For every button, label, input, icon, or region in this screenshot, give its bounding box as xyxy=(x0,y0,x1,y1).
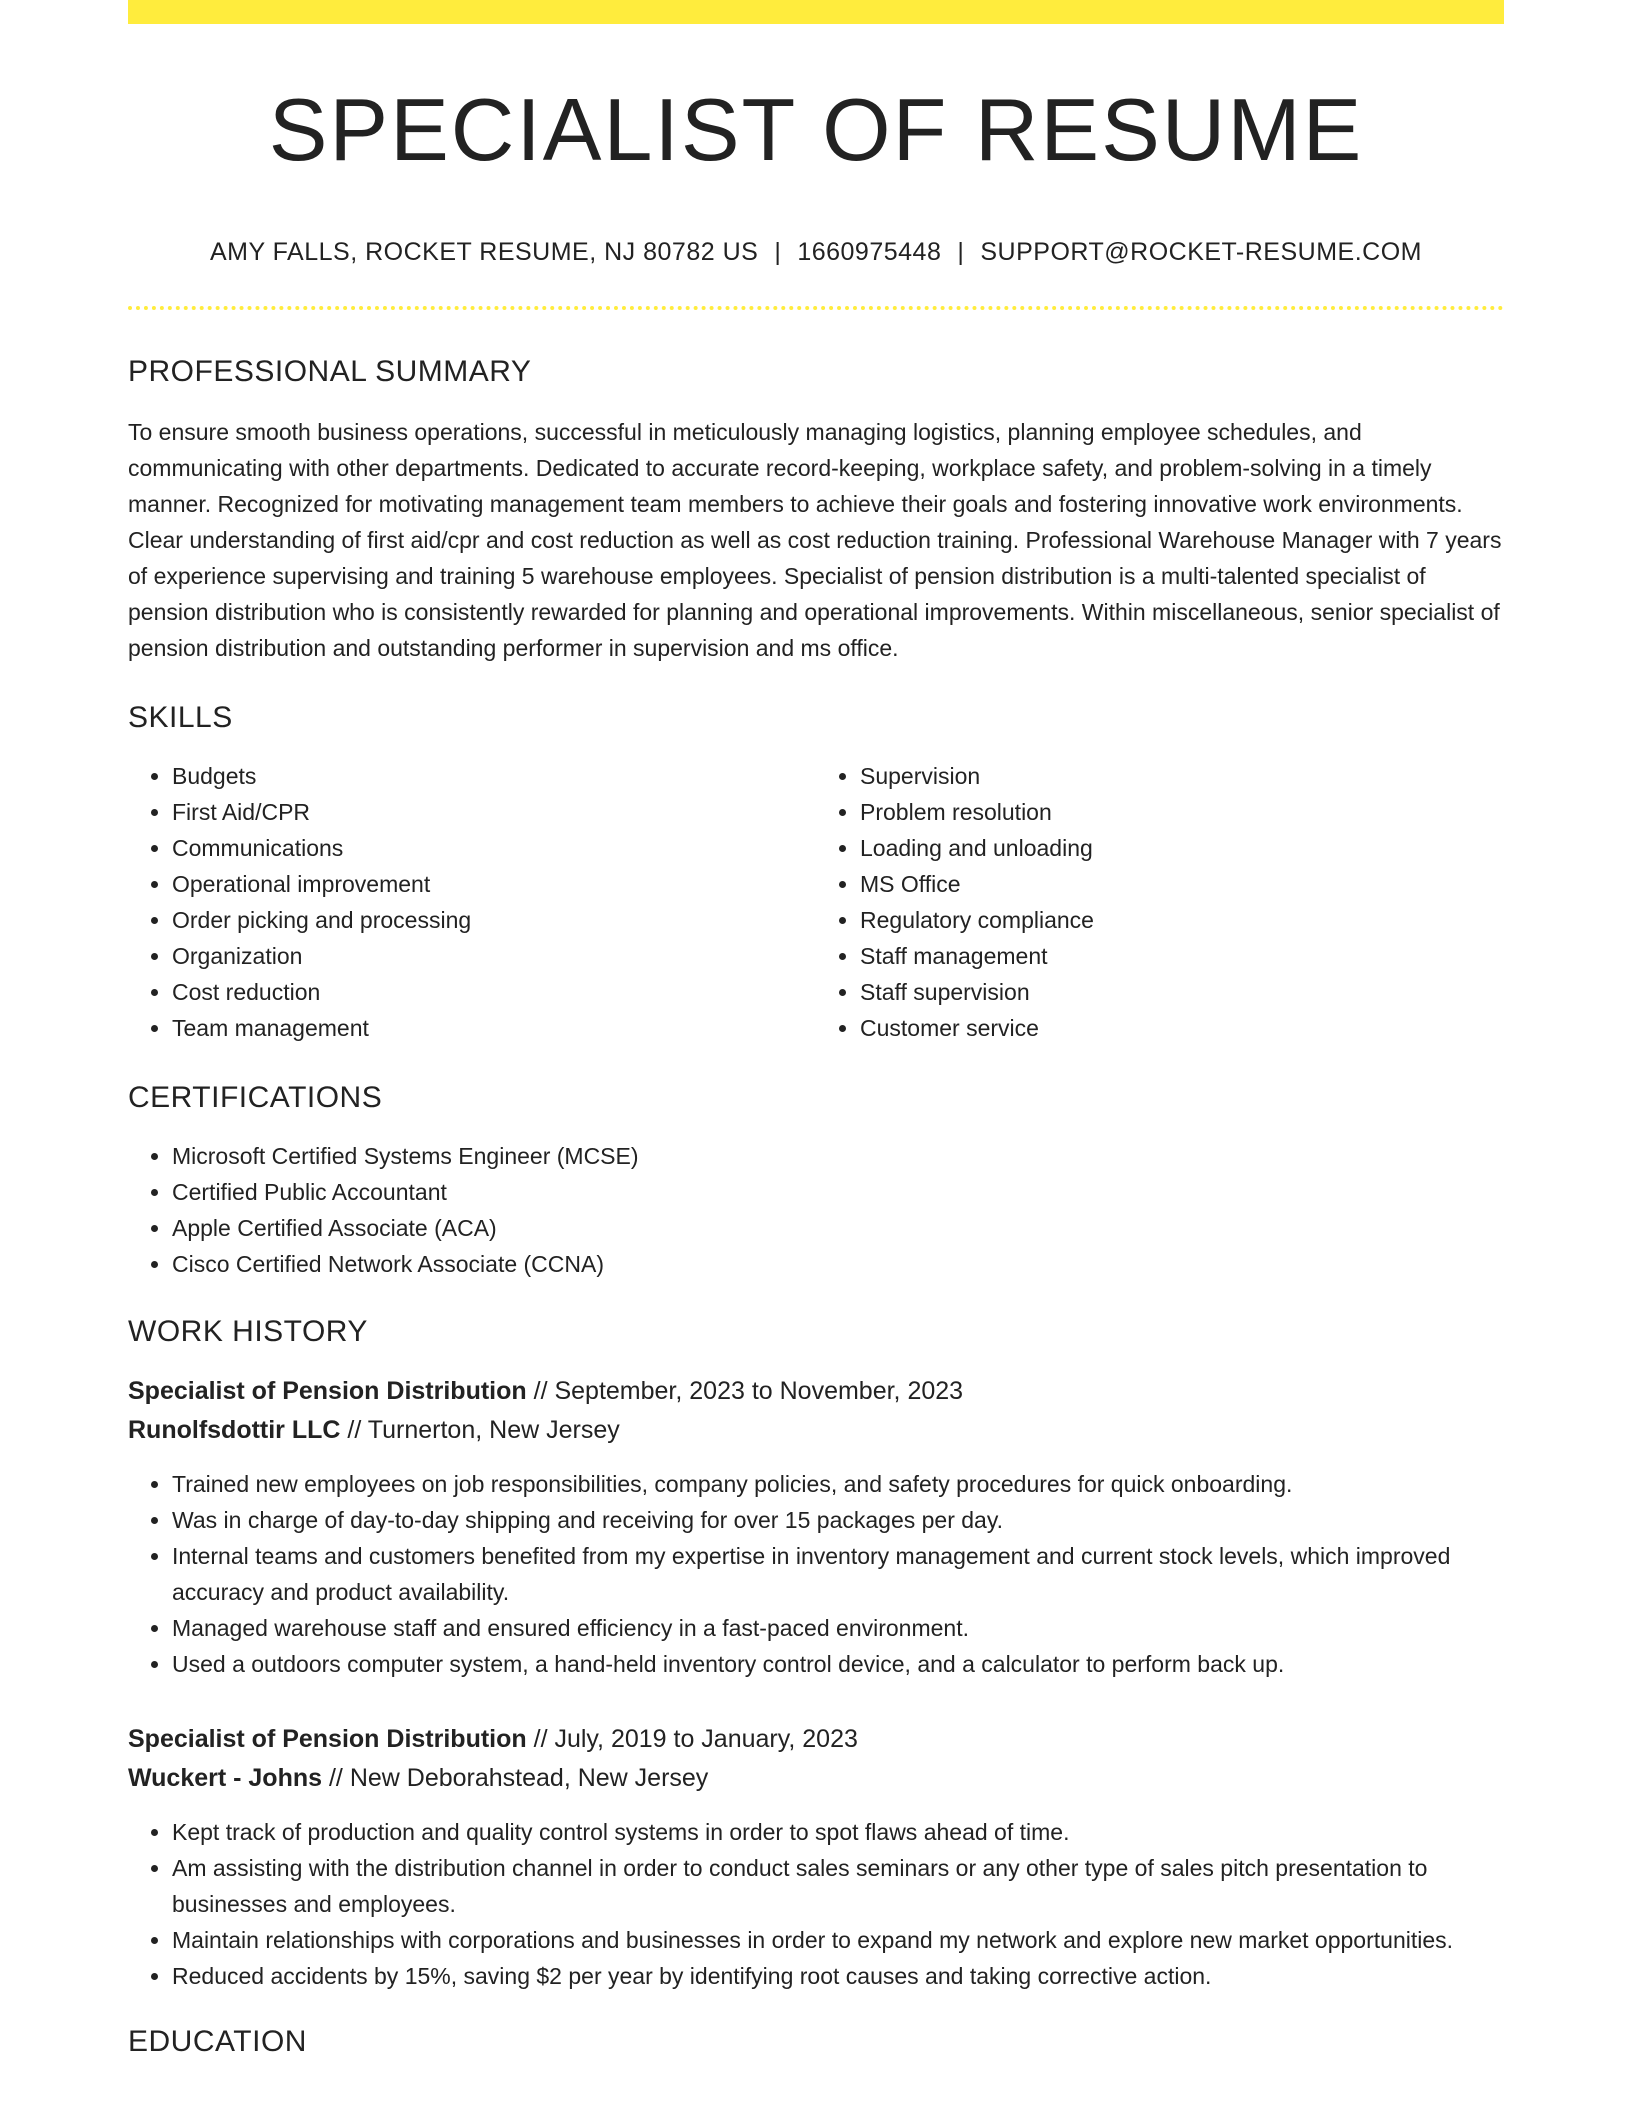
skill-item: • Staff management xyxy=(860,938,1504,974)
job-location: // Turnerton, New Jersey xyxy=(340,1415,620,1444)
skill-item: • Order picking and processing xyxy=(172,902,816,938)
job-role: Specialist of Pension Distribution xyxy=(128,1376,527,1405)
contact-phone: 1660975448 xyxy=(797,237,942,266)
job-dates: // July, 2019 to January, 2023 xyxy=(526,1724,858,1753)
skill-item: • Supervision xyxy=(860,758,1504,794)
job-bullet: • Managed warehouse staff and ensured efficiency in a fast-paced environment. xyxy=(172,1610,1504,1646)
skills-right-list xyxy=(816,758,1504,1046)
contact-separator: | xyxy=(957,237,965,266)
skill-item: • Budgets xyxy=(172,758,816,794)
skill-item: • Staff supervision xyxy=(860,974,1504,1010)
job-company-line xyxy=(128,1411,1504,1450)
job-company: Runolfsdottir LLC xyxy=(128,1415,341,1444)
work-history-title: WORK HISTORY xyxy=(128,1314,368,1348)
skill-item: • Operational improvement xyxy=(172,866,816,902)
job-role-line xyxy=(128,1720,1504,1759)
job-role: Specialist of Pension Distribution xyxy=(128,1724,527,1753)
resume-name: SPECIALIST OF RESUME xyxy=(268,80,1364,179)
skills-title: SKILLS xyxy=(128,700,233,734)
contact-email: SUPPORT@ROCKET-RESUME.COM xyxy=(980,237,1422,266)
job-company-line xyxy=(128,1759,1504,1798)
certification-item: • Apple Certified Associate (ACA) xyxy=(172,1210,1504,1246)
skill-item: • Customer service xyxy=(860,1010,1504,1046)
job-bullet: • Kept track of production and quality control systems in order to spot flaws ahead of time. xyxy=(172,1814,1504,1850)
education-title: EDUCATION xyxy=(128,2024,307,2058)
contact-line xyxy=(128,237,1504,267)
job-dates: // September, 2023 to November, 2023 xyxy=(526,1376,964,1405)
certification-item: • Cisco Certified Network Associate (CCNA) xyxy=(172,1246,1504,1282)
job-bullet: • Internal teams and customers benefited from my expertise in inventory management and current stock levels, which improved accuracy and product availability. xyxy=(172,1538,1504,1610)
skill-item: • First Aid/CPR xyxy=(172,794,816,830)
job-bullet: • Maintain relationships with corporations and businesses in order to expand my network and explore new market opportunities. xyxy=(172,1922,1504,1958)
job-bullet: • Reduced accidents by 15%, saving $2 per year by identifying root causes and taking corrective action. xyxy=(172,1958,1504,1994)
accent-top-bar xyxy=(128,0,1504,24)
job-bullet: • Trained new employees on job responsibilities, company policies, and safety procedures for quick onboarding. xyxy=(172,1466,1504,1502)
skill-item: • Organization xyxy=(172,938,816,974)
skill-item: • Loading and unloading xyxy=(860,830,1504,866)
job-location: // New Deborahstead, New Jersey xyxy=(322,1763,709,1792)
certifications-title: CERTIFICATIONS xyxy=(128,1080,383,1114)
skill-item: • Cost reduction xyxy=(172,974,816,1010)
job-bullet: • Was in charge of day-to-day shipping and receiving for over 15 packages per day. xyxy=(172,1502,1504,1538)
job-bullet: • Used a outdoors computer system, a hand-held inventory control device, and a calculator to perform back up. xyxy=(172,1646,1504,1682)
job-bullets xyxy=(128,1466,1504,1682)
skill-item: • Regulatory compliance xyxy=(860,902,1504,938)
skill-item: • MS Office xyxy=(860,866,1504,902)
summary-text: To ensure smooth business operations, successful in meticulously managing logistics, planning employee schedules, and communicating with other departments. Dedicated to accurate record-keeping, workplace safety, and problem-solving in a timely manner. Recognized for motivating management team members to achieve their goals and fostering innovative work environments. Clear understanding of first aid/cpr and cost reduction as well as cost reduction training. Professional Warehouse Manager with 7 years of experience supervising and training 5 warehouse employees. Specialist of pension distribution is a multi-talented specialist of pension distribution who is consistently rewarded for planning and operational improvements. Within miscellaneous, senior specialist of pension distribution and outstanding performer in supervision and ms office. xyxy=(128,418,1502,661)
contact-address: AMY FALLS, ROCKET RESUME, NJ 80782 US xyxy=(209,237,759,266)
dotted-divider xyxy=(128,306,1504,310)
skills-left-list xyxy=(128,758,816,1046)
summary-title: PROFESSIONAL SUMMARY xyxy=(128,354,532,388)
job-company: Wuckert - Johns xyxy=(128,1763,323,1792)
skill-item: • Problem resolution xyxy=(860,794,1504,830)
certification-item: • Certified Public Accountant xyxy=(172,1174,1504,1210)
resume-page xyxy=(128,0,1504,2060)
job-bullets xyxy=(128,1814,1504,1994)
job-bullet: • Am assisting with the distribution channel in order to conduct sales seminars or any other type of sales pitch presentation to businesses and employees. xyxy=(172,1850,1504,1922)
skill-item: • Team management xyxy=(172,1010,816,1046)
contact-separator: | xyxy=(774,237,782,266)
certification-item: • Microsoft Certified Systems Engineer (MCSE) xyxy=(172,1138,1504,1174)
skills-columns xyxy=(128,758,1504,1046)
job-role-line xyxy=(128,1372,1504,1411)
skill-item: • Communications xyxy=(172,830,816,866)
certifications-list xyxy=(128,1138,1504,1282)
